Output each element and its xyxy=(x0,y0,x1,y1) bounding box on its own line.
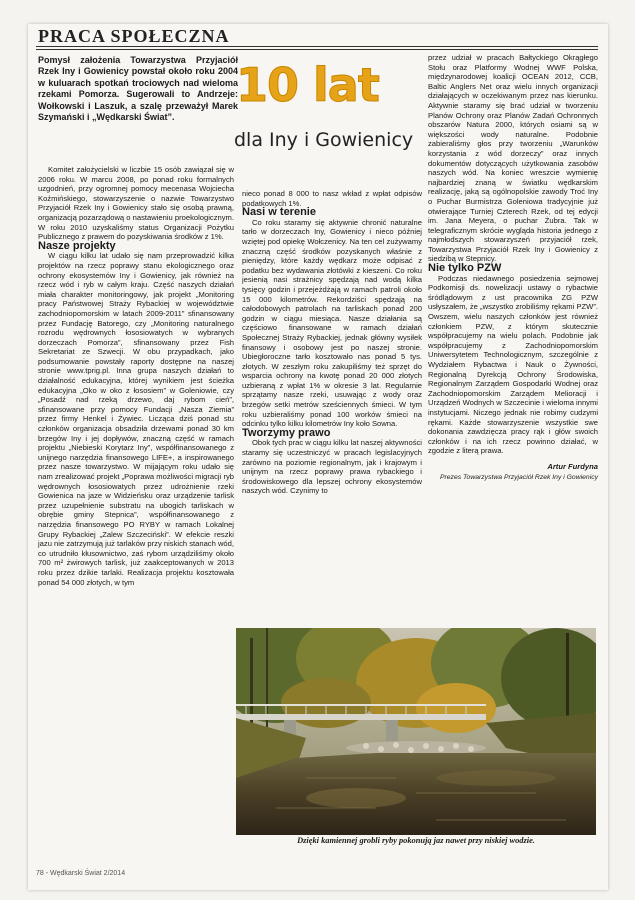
photo-caption: Dzięki kamiennej grobli ryby pokonują jaz nawet przy niskiej wodzie. xyxy=(297,836,535,845)
heading-tworzymy-prawo: Tworzymy prawo xyxy=(242,426,331,439)
signature-name: Artur Furdyna xyxy=(547,461,598,471)
river-bridge-illustration xyxy=(236,628,596,835)
headline-big: 10 lat xyxy=(236,58,379,112)
column-3 xyxy=(428,53,598,482)
page-footer: 78 - Wędkarski Świat 2/2014 xyxy=(36,870,126,877)
body-paragraph: Obok tych prac w ciągu kilku lat naszej aktywności staramy się uczestniczyć w pracach legislacyjnych zarówno na poziomie regionalnym, jak i krajowym i unijnym na rzecz poprawy prawa rybackiego i środowiskowego dla lepszej ochrony ekosystemów naszych wód. Czynimy to xyxy=(242,438,422,496)
heading-nie-tylko-pzw: Nie tylko PZW xyxy=(428,262,502,275)
header-rule xyxy=(36,46,598,47)
header-rule xyxy=(36,49,598,50)
lead-paragraph: Pomysł założenia Towarzystwa Przyjaciół Rzek Iny i Gowienicy powstał około roku 2004 w kuluarach spotkań trociowych nad wieloma rzekami Pomorza. Sugerowali to Andrzeje: Wołkowski i Laszuk, a szalę przeważył Marek Szymański i „Wędkarski Świat”. xyxy=(38,55,238,123)
column-2 xyxy=(242,189,422,496)
body-paragraph: W ciągu kilku lat udało się nam przeprowadzić kilka projektów na rzecz poprawy stanu ekologicznego oraz ochrony ekosystemów Iny i Gowienicy, jak również na rzecz wód i ryb w całym kraju. Część naszych działań miała charakter monitoringowy, jak projekt „Monitoring pracy Państwowej Straży Rybackiej w województwie zachodniopomorskim w latach 2009-2011” sfinansowany przez Fundację Batorego, czy „Monitoring naturalnego rozrodu wędrownych łososiowatych w wybranych dorzeczach Pomorza”, sfinansowany przez Fish Sekretariat ze Szwecji. W obu przypadkach, jako podsumowanie powstały raporty dostępne na naszej stronie www.tprig.pl. Inna grupa naszych działań to działalność edukacyjna, której wynikiem jest ścieżka edukacyjna „Oko w oko z łososiem” w Goleniowie, czy „Posadź nad rzeką drzewo, daj rybom cień”, sfinansowane przy pomocy Fundacji „Nasza Ziemia” przez firmy Henkel i Żywiec. Licząca dziś ponad stu członków organizacja obsadziła drzewami ponad 30 km brzegów Iny i jej dopływów, znaczną część w ramach projektu „Niebieski Korytarz Iny”, współfinansowanego z unijnego narzędzia finansowego LIFE+, a inspirowanego przez nasze towarzystwo. W mijającym roku udało się nam zrealizować projekt „Poprawa możliwości migracji ryb wędrownych łososiowatych przez udrożnienie rzeki Gowienica na jaze w Widzieńsku oraz urządzenie tarlisk przez uzupełnienie substratu na ubogich tarliskach w obrębie gminy Stepnica”, współfinansowanego z narzędzia finansowego PO RYBY w ramach Lokalnej Grupy Rybackiej „Zalew Szczeciński”. W efekcie reszki jazu nie zatrzymują już tarlaków przy niskich stanach wód, co utrudniło kłusownictwo, zaś rybom urządziliśmy około 700 m² żwirowych tarlisk, już zaakceptowanych w 2013 roku przez dzikie tarlaki. Realizacja projektu kosztowała ponad 54 000 złotych, w tym xyxy=(38,251,234,587)
intro-paragraph: Komitet założycielski w liczbie 15 osób zawiązał się w 2006 roku. W marcu 2008, po ponad roku formalnych uzgodnień, przy ogromnej pomocy mecenasa Wojciecha Koźmińskiego, stowarzyszenie o nazwie Towarzystwo Przyjaciół Rzek Iny i Gowienicy stało się osobą prawną, organizacją pozarządową o nastawieniu proekologicznym. W roku 2010 uzyskaliśmy status Organizacji Pożytku Publicznego z prawem do pozyskiwania środków z 1%. xyxy=(38,165,234,242)
column-1 xyxy=(38,165,234,587)
body-paragraph: przez udział w pracach Bałtyckiego Okrągłego Stołu oraz Platformy Wodnej WWF Polska, międzynarodowej koalicji OCEAN 2012, CCB, Baltic Anglers Net oraz wielu innych organizacji działających w oczekiwanym przez nas kierunku. Aktywnie staramy się brać udział w tworzeniu Planów Ochrony oraz Planów Zadań Ochronnych obszarów Natura 2000, których osiami są w większości wody naturalne. Podobnie zabieraliśmy głos przy tworzeniu „Warunków korzystania z wód dorzeczy” oraz innych dokumentów dotyczących użytkowania zasobów naszych wód. Na koniec wreszcie wymienię najbardziej znaną w światku wędkarskim realizację, jaką są ogólnopolskie zawody Troć Iny o Puchar Burmistrza Goleniowa tradycyjnie już otwierające Turniej Czterech Rzek, od tej edycji im. Jana Meyera, o puchar Żubra. Tak w telegraficznym skrócie wygląda historia jednego z najmłodszych stowarzyszeń przyjaciół rzek, Towarzystwa Przyjaciół Rzek Iny i Gowienicy z siedzibą w Stepnicy. xyxy=(428,53,598,264)
body-paragraph: nieco ponad 8 000 to nasz wkład z wpłat odpisów podatkowych 1%. xyxy=(242,189,422,208)
section-title: PRACA SPOŁECZNA xyxy=(38,26,230,46)
body-paragraph: Co roku staramy się aktywnie chronić naturalne tarło w dorzeczach Iny, Gowienicy i nieco później wziętej pod opiekę Wołczenicy. Na ten cel zużywamy znaczną część środków pozyskanych właśnie z pieniędzy, które każdy wędkarz może odpisać z podatku bez wydawania złotówki z kieszeni. Co roku jesienią nasi strażnicy spędzają nad wodą kilka tysięcy godzin i przejeżdżają w ramach patroli około 15 000 kilometrów. Rekordziści spędzają na całodobowych patrolach na tarliskach ponad 200 godzin w ciągu miesiąca. Nasze działania są częściowo finansowane w ramach działań Społecznej Straży Rybackiej, jednak główny wysiłek finansowy i osobowy jest po naszej stronie. Ubiegłoroczne tarło kosztowało nas ponad 5 tys. złotych. W zeszłym roku zakupiliśmy też sprzęt do wsparcia ochrony na kwotę ponad 20 000 złotych uzbieraną z wpłat 1% w okresie 3 lat. Regularnie sprzątamy nasze rzeki, usuwając z wody oraz brzegów setki metrów sześciennych śmieci. W tym roku uzbieraliśmy ponad 100 worków śmieci na odcinku tylko kilku kilometrów Iny koło Sowna. xyxy=(242,217,422,429)
headline-sub: dla Iny i Gowienicy xyxy=(234,129,414,151)
river-photo xyxy=(236,628,596,835)
body-paragraph: Podczas niedawnego posiedzenia sejmowej Podkomisji ds. nowelizacji ustawy o rybactwie śródlądowym z ust pracownika ZG PZW usłyszałem, że „wszystko zrobiliśmy rękami PZW”. Owszem, wielu naszych członków jest również członkiem PZW, z którym skutecznie współpracujemy na wielu polach. Podobnie jak współpracujemy z Zachodniopomorskim Uniwersytetem Technologicznym, szczególnie z Wydziałem Rybactwa i Nauk o Żywności, Regionalną Dyrekcją Ochrony Środowiska, Regionalnym Zarządem Gospodarki Wodnej oraz Zachodniopomorskim Zarządem Melioracji i Urządzeń Wodnych w Szczecinie i wieloma innymi instytucjami. Niczego jednak nie robimy cudzymi rękami. Każde stowarzyszenie wszystkie swe dokonania zawdzięcza pracy rąk i głów swoich członków i na ich rzecz powinno działać, w zgodzie z literą prawa. xyxy=(428,273,598,456)
heading-nasi-w-terenie: Nasi w terenie xyxy=(242,206,316,219)
magazine-page xyxy=(28,24,608,890)
heading-nasze-projekty: Nasze projekty xyxy=(38,239,116,252)
signature-role: Prezes Towarzystwa Przyjaciół Rzek Iny i Gowienicy xyxy=(439,473,598,481)
